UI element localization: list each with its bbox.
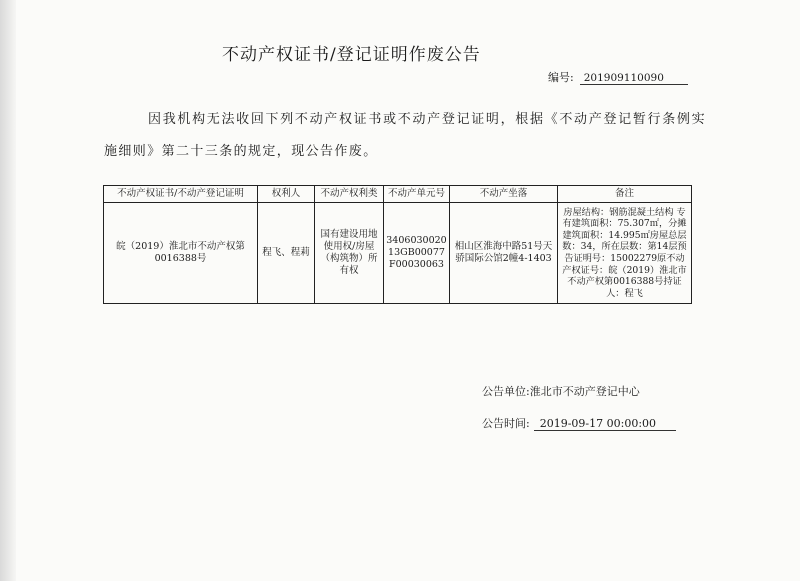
notice-unit xyxy=(482,383,640,399)
notice-time xyxy=(482,415,676,431)
table-row xyxy=(104,203,692,304)
header-remark: 备注 xyxy=(558,186,692,203)
document-number xyxy=(548,69,688,85)
document-number-label: 编号: xyxy=(548,71,574,84)
document-number-value: 201909110090 xyxy=(580,72,688,85)
cell-owner: 程飞、程莉 xyxy=(258,203,315,304)
cell-remark: 房屋结构：钢筋混凝土结构 专有建筑面积：75.307㎡，分摊建筑面积：14.995㎡房屋总层数：34，所在层数：第14层预告证明号：15002279原不动产权证号：皖（2019）淮北市不动产权第0016388号持证人：程飞 xyxy=(558,203,692,304)
header-owner: 权利人 xyxy=(258,186,315,203)
cell-certificate: 皖（2019）淮北市不动产权第0016388号 xyxy=(104,203,258,304)
notice-title: 不动产权证书/登记证明作废公告 xyxy=(222,45,481,65)
notice-unit-value: 淮北市不动产登记中心 xyxy=(529,385,640,398)
notice-paragraph: 因我机构无法收回下列不动产权证书或不动产登记证明，根据《不动产登记暂行条例实施细则》第二十三条的规定，现公告作废。 xyxy=(104,112,706,159)
cell-right-type: 国有建设用地使用权/房屋（构筑物）所有权 xyxy=(315,203,384,304)
header-certificate: 不动产权证书/不动产登记证明 xyxy=(104,186,258,203)
scan-edge-shadow xyxy=(0,0,16,581)
header-unit-number: 不动产单元号 xyxy=(384,186,450,203)
certificate-table xyxy=(103,185,692,304)
notice-time-value: 2019-09-17 00:00:00 xyxy=(534,417,676,431)
header-location: 不动产坐落 xyxy=(450,186,558,203)
header-right-type: 不动产权利类 xyxy=(315,186,384,203)
cell-location: 相山区淮海中路51号天骄国际公馆2幢4-1403 xyxy=(450,203,558,304)
notice-time-label: 公告时间: xyxy=(482,417,530,430)
notice-unit-label: 公告单位: xyxy=(482,385,530,398)
table-header-row xyxy=(104,186,692,203)
cell-unit-number: 340603002013GB00077F00030063 xyxy=(384,203,450,304)
